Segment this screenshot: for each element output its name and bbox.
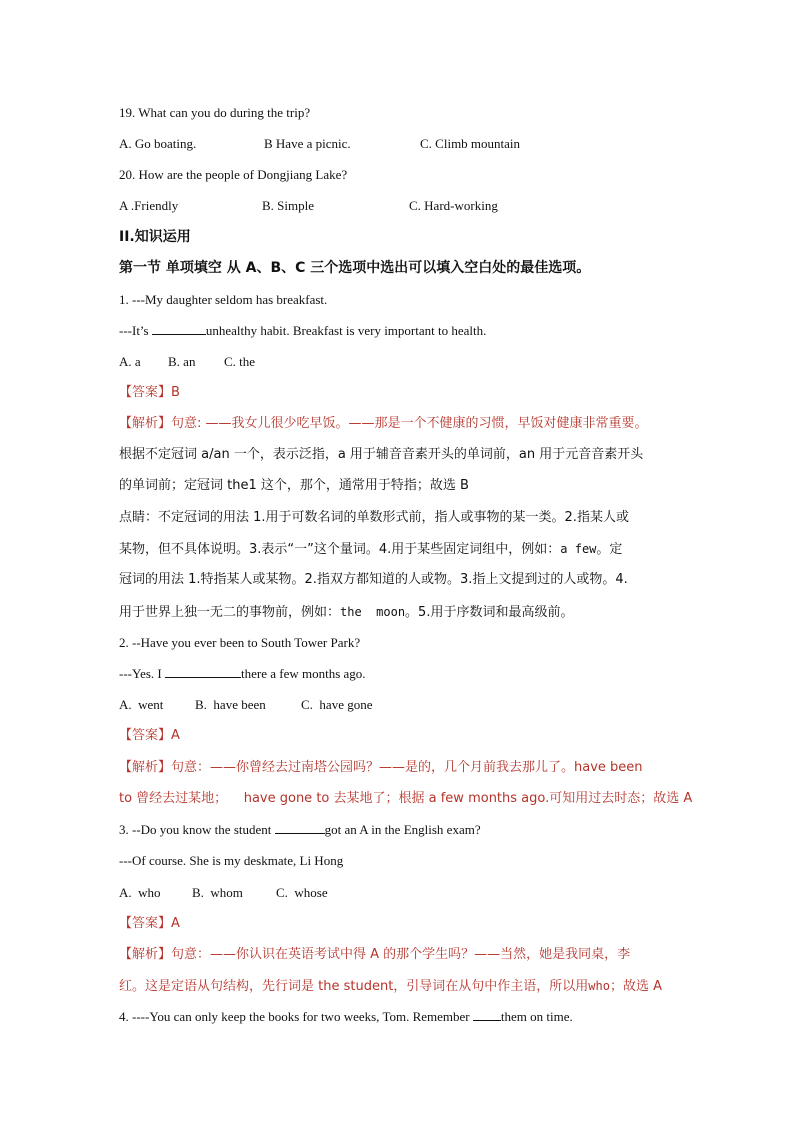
- item3-answer: [119, 915, 180, 933]
- q19-option-a: A. Go boating.: [119, 136, 197, 151]
- item1-tip-line1: 点睛：不定冠词的用法 1.用于可数名词的单数形式前，指人或事物的某一类。2.指某人或: [119, 510, 629, 525]
- item2-response-end: there a few months ago.: [240, 666, 366, 681]
- item3-analysis-line2: [119, 977, 662, 996]
- q20-option-c: C. Hard-working: [409, 198, 498, 213]
- item1-response-start: ---It’s: [119, 323, 152, 338]
- analysis-label: 【解析】: [119, 416, 172, 431]
- analysis-label: 【解析】: [119, 947, 172, 962]
- item3-question: [119, 821, 481, 839]
- option-text: whose: [294, 885, 328, 900]
- item1-option-c: C. the: [224, 354, 256, 369]
- section-title: II.知识运用: [119, 229, 191, 245]
- analysis-keyword: who: [588, 979, 610, 993]
- item3-analysis-line1: [119, 946, 630, 964]
- blank-line: [165, 665, 241, 678]
- tip-text: 某物，但不具体说明。3.表示“一”这个量词。4.用于某些固定词组中，例如：: [119, 542, 561, 557]
- item1-tip-line2: [119, 540, 622, 559]
- item1-question: 1. ---My daughter seldom has breakfast.: [119, 292, 328, 307]
- option-letter: C.: [276, 885, 288, 900]
- item1-tip-line3: 冠词的用法 1.特指某人或某物。2.指双方都知道的人或物。3.指上文提到过的人或物。4.: [119, 572, 628, 587]
- answer-label: 【答案】: [119, 385, 172, 400]
- tip-example: a few: [560, 542, 597, 556]
- option-text: who: [138, 885, 161, 900]
- answer-value: B: [171, 385, 180, 400]
- option-text: went: [138, 697, 164, 712]
- item4-question: [119, 1008, 573, 1026]
- item3-question-end: got an A in the English exam?: [324, 822, 481, 837]
- tip-text-end: 。5.用于序数词和最高级前。: [405, 605, 574, 620]
- question-20: 20. How are the people of Dongjiang Lake?: [119, 167, 348, 182]
- question-19: 19. What can you do during the trip?: [119, 105, 311, 120]
- item1-tip-line4: [119, 603, 573, 622]
- item2-analysis-line1: [119, 759, 643, 777]
- item2-question: 2. --Have you ever been to South Tower Park?: [119, 635, 361, 650]
- analysis-text: 句意：——你认识在英语考试中得 A 的那个学生吗？——当然，她是我同桌，李: [171, 947, 631, 962]
- option-letter: C.: [301, 697, 313, 712]
- option-letter: B.: [192, 885, 204, 900]
- answer-label: 【答案】: [119, 916, 172, 931]
- item4-question-end: them on time.: [500, 1009, 573, 1024]
- analysis-text: 句意：——你曾经去过南塔公园吗？——是的，几个月前我去那儿了。have been: [171, 760, 643, 775]
- tip-text: 用于世界上独一无二的事物前，例如：: [119, 605, 341, 620]
- item1-analysis-line3: 的单词前；定冠词 the1 这个，那个，通常用于特指；故选 B: [119, 478, 469, 493]
- option-text: have gone: [319, 697, 373, 712]
- tip-example: the moon: [340, 605, 406, 619]
- item4-question-start: 4. ----You can only keep the books for two weeks, Tom. Remember: [119, 1009, 473, 1024]
- item3-option-c: [276, 884, 328, 902]
- tip-text-end: 。定: [596, 542, 623, 557]
- option-text: have been: [213, 697, 266, 712]
- q19-option-c: C. Climb mountain: [420, 136, 521, 151]
- answer-value: A: [171, 916, 180, 931]
- option-letter: B.: [195, 697, 207, 712]
- q19-option-b: B Have a picnic.: [264, 136, 351, 151]
- q20-option-a: A .Friendly: [119, 198, 179, 213]
- item1-response: [119, 322, 486, 340]
- q20-option-b: B. Simple: [262, 198, 315, 213]
- blank-line: [152, 322, 206, 335]
- option-letter: A.: [119, 885, 132, 900]
- item3-option-a: [119, 884, 161, 902]
- item2-analysis-line2: to 曾经去过某地； have gone to 去某地了；根据 a few months ago.可知用过去时态；故选 A: [119, 791, 693, 806]
- section-subtitle: 第一节 单项填空 从 A、B、C 三个选项中选出可以填入空白处的最佳选项。: [119, 260, 591, 276]
- option-text: whom: [210, 885, 243, 900]
- item1-analysis-line2: 根据不定冠词 a/an 一个，表示泛指，a 用于辅音音素开头的单词前，an 用于元音音素开头: [119, 447, 644, 462]
- blank-line: [275, 821, 325, 834]
- item3-question-start: 3. --Do you know the student: [119, 822, 275, 837]
- item2-option-a: [119, 696, 163, 714]
- item1-response-end: unhealthy habit. Breakfast is very important to health.: [205, 323, 487, 338]
- blank-line: [473, 1008, 501, 1021]
- item3-option-b: [192, 884, 243, 902]
- option-letter: A.: [119, 697, 132, 712]
- answer-value: A: [171, 728, 180, 743]
- item2-response-start: ---Yes. I: [119, 666, 165, 681]
- answer-label: 【答案】: [119, 728, 172, 743]
- item3-response: ---Of course. She is my deskmate, Li Hong: [119, 853, 344, 868]
- analysis-text-end: ；故选 A: [609, 979, 663, 994]
- item1-analysis-line1: [119, 415, 648, 433]
- item2-answer: [119, 727, 180, 745]
- item2-option-b: [195, 696, 266, 714]
- item1-option-a: A. a: [119, 354, 141, 369]
- analysis-text: 句意: ——我女儿很少吃早饭。——那是一个不健康的习惯，早饭对健康非常重要。: [171, 416, 648, 431]
- item1-option-b: B. an: [168, 354, 196, 369]
- analysis-text: 红。这是定语从句结构，先行词是 the student，引导词在从句中作主语，所以用: [119, 979, 589, 994]
- item1-answer: [119, 384, 180, 402]
- item2-option-c: [301, 696, 372, 714]
- item2-response: [119, 665, 366, 683]
- analysis-label: 【解析】: [119, 760, 172, 775]
